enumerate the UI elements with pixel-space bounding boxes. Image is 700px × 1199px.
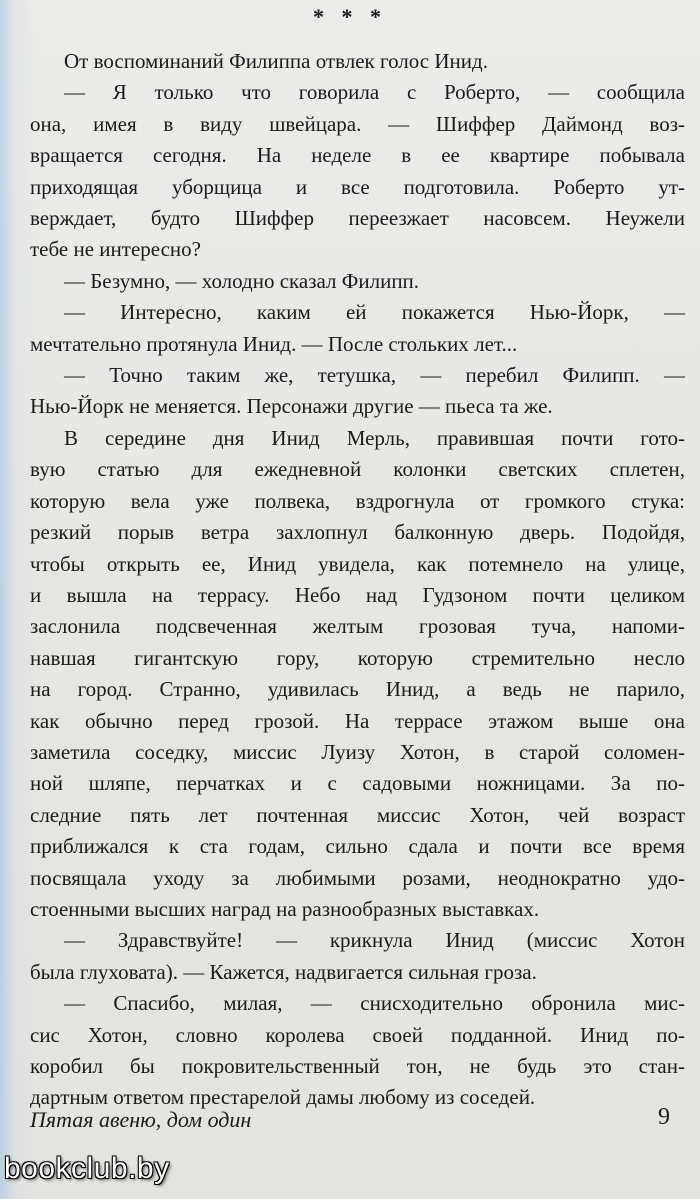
watermark-logo: bookclub.by	[4, 1152, 170, 1185]
text-line: приближался к ста годам, сильно сдала и почти все время	[30, 834, 685, 859]
page-number: 9	[658, 1104, 670, 1130]
text-line: как обычно перед грозой. На террасе этажом выше она	[30, 708, 685, 733]
text-line: вращается сегодня. На неделе в ее квартире побывала	[30, 143, 685, 168]
text-line: — Спасибо, милая, — снисходительно обронила мис-	[64, 991, 685, 1016]
text-line: — Я только что говорила с Роберто, — сообщила	[64, 80, 685, 105]
text-line: посвящала уходу за любимыми розами, неоднократно удо-	[30, 865, 685, 890]
text-line: мечтательно протянула Инид. — После стольких лет...	[30, 331, 518, 356]
text-line: — Точно таким же, тетушка, — перебил Филипп. —	[64, 363, 685, 388]
body-text	[30, 46, 685, 1114]
text-line: — Интересно, каким ей покажется Нью-Йорк, —	[64, 300, 685, 325]
text-line: вую статью для ежедневной колонки светских сплетен,	[30, 457, 685, 482]
text-line: навшая гигантскую гору, которую стремительно несло	[30, 645, 685, 670]
text-line: которую вела уже полвека, вздрогнула от громкого стука:	[30, 488, 685, 513]
text-line: заслонила подсвеченная желтым грозовая туча, напоми-	[30, 614, 685, 639]
text-line: на город. Странно, удивилась Инид, а ведь не парило,	[30, 677, 685, 702]
text-line: резкий порыв ветра захлопнул балконную дверь. Подойдя,	[30, 520, 685, 545]
text-line: От воспоминаний Филиппа отвлек голос Инид.	[64, 49, 488, 73]
text-line: В середине дня Инид Мерль, правившая почти гото-	[64, 425, 685, 450]
text-line: — Здравствуйте! — крикнула Инид (миссис Хотон	[64, 928, 685, 953]
text-line: — Безумно, — холодно сказал Филипп.	[64, 268, 420, 293]
text-line: следние пять лет почтенная миссис Хотон, чей возраст	[30, 802, 685, 827]
text-line: ной шляпе, перчатках и с садовыми ножницами. За по-	[30, 771, 685, 796]
text-line: чтобы открыть ее, Инид увидела, как потемнело на улице,	[30, 551, 685, 576]
section-break-marker: * * *	[313, 4, 387, 29]
text-line: приходящая уборщица и все подготовила. Роберто ут-	[30, 174, 685, 199]
running-title: Пятая авеню, дом один	[30, 1107, 252, 1132]
text-line: стоенными высших наград на разнообразных выставках.	[30, 896, 540, 921]
text-line: была глуховата). — Кажется, надвигается сильная гроза.	[30, 959, 537, 984]
text-line: она, имея в виду швейцара. — Шиффер Даймонд воз-	[30, 111, 685, 136]
text-line: дартным ответом престарелой дамы любому из соседей.	[30, 1085, 536, 1110]
text-line: верждает, будто Шиффер переезжает насовсем. Неужели	[30, 206, 685, 231]
text-line: сис Хотон, словно королева своей подданной. Инид по-	[30, 1022, 685, 1047]
text-line: заметила соседку, миссис Луизу Хотон, в старой соломен-	[30, 739, 685, 764]
text-line: Нью-Йорк не меняется. Персонажи другие — пьеса та же.	[30, 394, 553, 419]
text-line: коробил бы покровительственный тон, не будь это стан-	[30, 1054, 685, 1078]
text-line: и вышла на террасу. Небо над Гудзоном почти целиком	[30, 582, 685, 607]
text-line: тебе не интересно?	[30, 237, 201, 262]
